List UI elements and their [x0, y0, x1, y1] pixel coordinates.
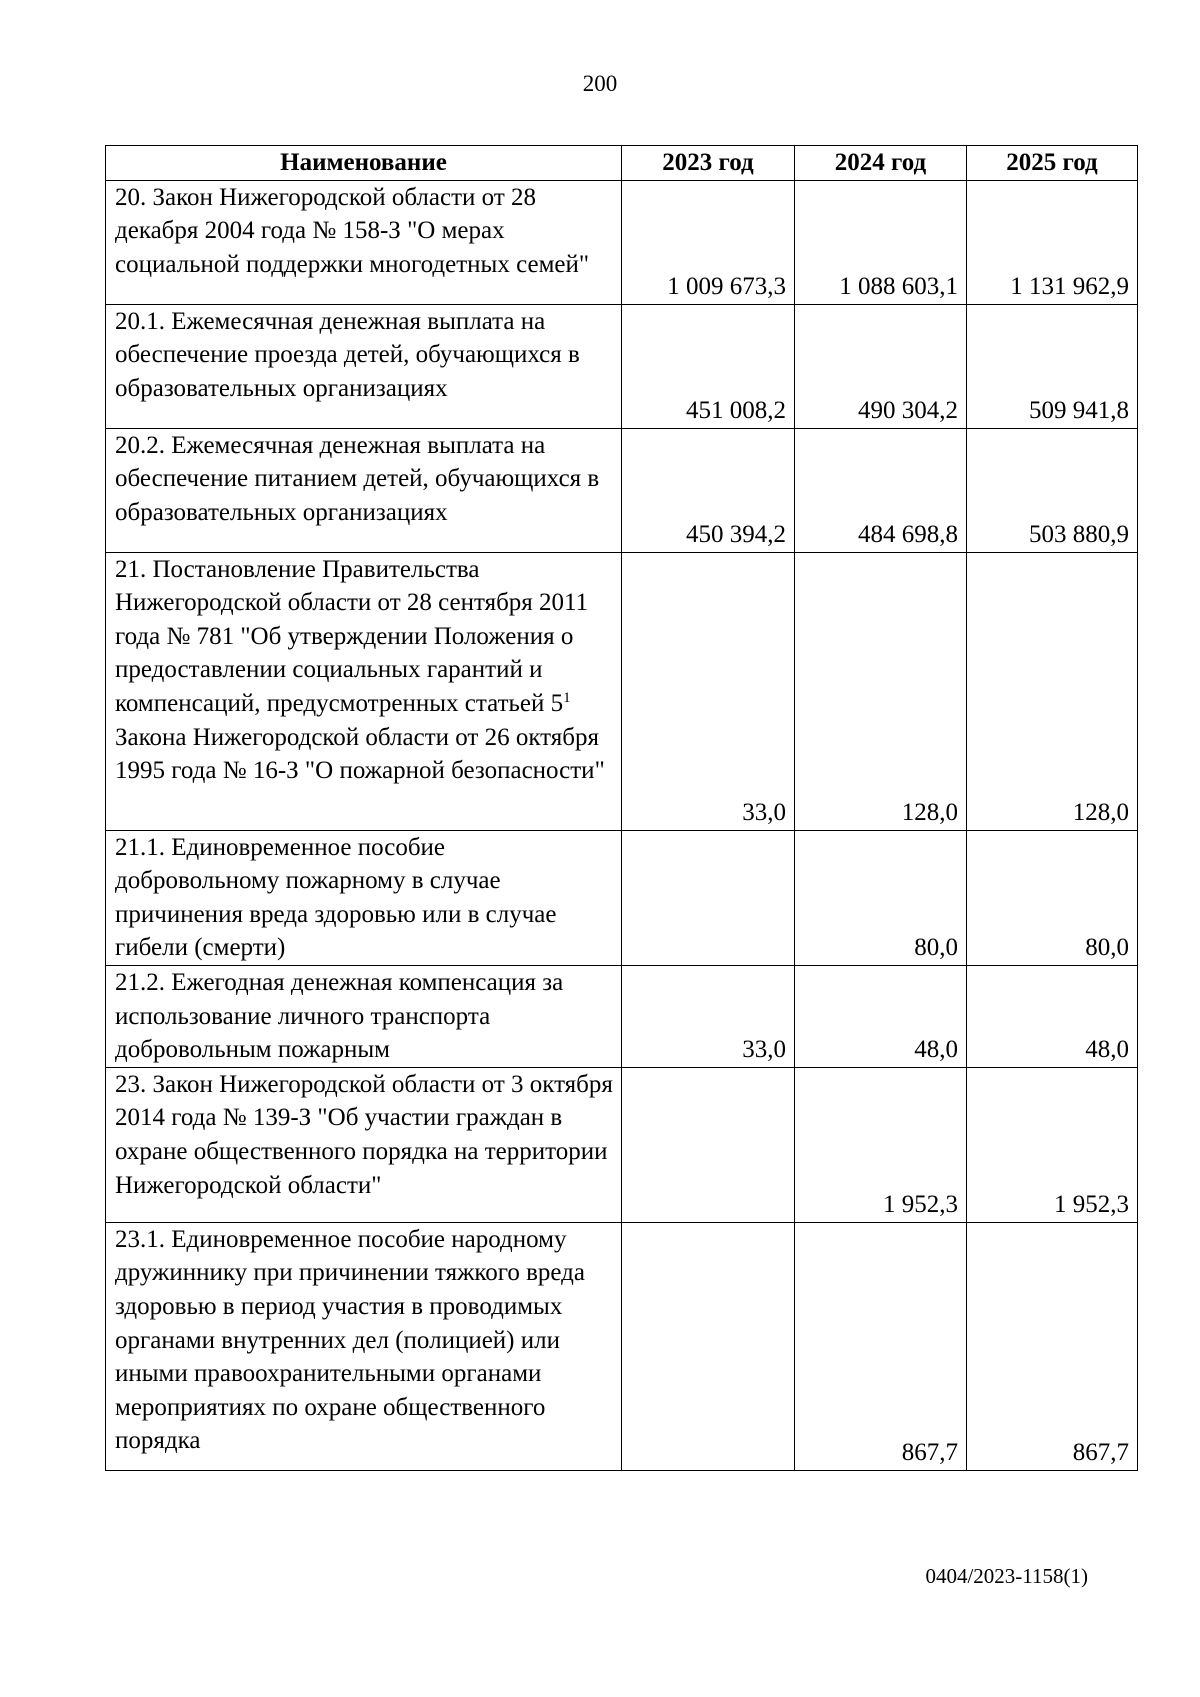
row-name-text: Закона Нижегородской области от 26 октября 1995 года № 16-З "О пожарной безопасности" — [115, 723, 605, 785]
column-header-2024: 2024 год — [795, 146, 967, 181]
row-value-2024: 1 952,3 — [795, 1067, 967, 1222]
row-name: 21.1. Единовременное пособие добровольному пожарному в случае причинения вреда здоровью или в случае гибели (смерти) — [106, 830, 622, 965]
row-value-2023 — [622, 1222, 795, 1470]
row-value-2025: 503 880,9 — [967, 428, 1138, 552]
row-value-2023: 451 008,2 — [622, 304, 795, 428]
table-row — [106, 552, 1138, 830]
column-header-2025: 2025 год — [967, 146, 1138, 181]
row-name: 20. Закон Нижегородской области от 28 декабря 2004 года № 158-З "О мерах социальной поддержки многодетных семей" — [106, 180, 622, 304]
row-value-2023 — [622, 830, 795, 965]
row-value-2025: 1 952,3 — [967, 1067, 1138, 1222]
row-value-2023: 1 009 673,3 — [622, 180, 795, 304]
row-value-2025: 1 131 962,9 — [967, 180, 1138, 304]
table-row — [106, 965, 1138, 1067]
row-value-2024: 80,0 — [795, 830, 967, 965]
document-code: 0404/2023-1158(1) — [925, 1564, 1088, 1588]
table-row — [106, 180, 1138, 304]
superscript: 1 — [563, 689, 571, 706]
table-row — [106, 428, 1138, 552]
row-value-2023: 33,0 — [622, 965, 795, 1067]
row-value-2024: 1 088 603,1 — [795, 180, 967, 304]
row-value-2023 — [622, 1067, 795, 1222]
row-value-2023: 450 394,2 — [622, 428, 795, 552]
row-name — [106, 552, 622, 830]
row-value-2024: 867,7 — [795, 1222, 967, 1470]
row-value-2024: 128,0 — [795, 552, 967, 830]
row-value-2024: 490 304,2 — [795, 304, 967, 428]
row-name: 23. Закон Нижегородской области от 3 октября 2014 года № 139-З "Об участии граждан в охране общественного порядка на территории Нижегородской области" — [106, 1067, 622, 1222]
table-header-row — [106, 146, 1138, 181]
page-number: 200 — [582, 71, 618, 96]
row-value-2025: 48,0 — [967, 965, 1138, 1067]
row-name: 21.2. Ежегодная денежная компенсация за использование личного транспорта добровольным пожарным — [106, 965, 622, 1067]
budget-table — [105, 145, 1138, 1471]
row-name: 20.2. Ежемесячная денежная выплата на обеспечение питанием детей, обучающихся в образовательных организациях — [106, 428, 622, 552]
row-value-2025: 80,0 — [967, 830, 1138, 965]
row-value-2023: 33,0 — [622, 552, 795, 830]
row-value-2024: 484 698,8 — [795, 428, 967, 552]
table-row — [106, 1067, 1138, 1222]
table-row — [106, 304, 1138, 428]
row-value-2025: 128,0 — [967, 552, 1138, 830]
column-header-2023: 2023 год — [622, 146, 795, 181]
column-header-name: Наименование — [106, 146, 622, 181]
row-name: 23.1. Единовременное пособие народному дружиннику при причинении тяжкого вреда здоровью в период участия в проводимых органами внутренних дел (полицией) или иными правоохранительными органами мероприятиях по охране общественного порядка — [106, 1222, 622, 1470]
row-value-2024: 48,0 — [795, 965, 967, 1067]
row-name-text: 21. Постановление Правительства Нижегородской области от 28 сентября 2011 года № 781 "Об утверждении Положения о предоставлении социальных гарантий и компенсаций, предусмотренных статьей 5 — [115, 555, 589, 717]
row-value-2025: 867,7 — [967, 1222, 1138, 1470]
row-name: 20.1. Ежемесячная денежная выплата на обеспечение проезда детей, обучающихся в образовательных организациях — [106, 304, 622, 428]
row-value-2025: 509 941,8 — [967, 304, 1138, 428]
table-row — [106, 830, 1138, 965]
table-row — [106, 1222, 1138, 1470]
